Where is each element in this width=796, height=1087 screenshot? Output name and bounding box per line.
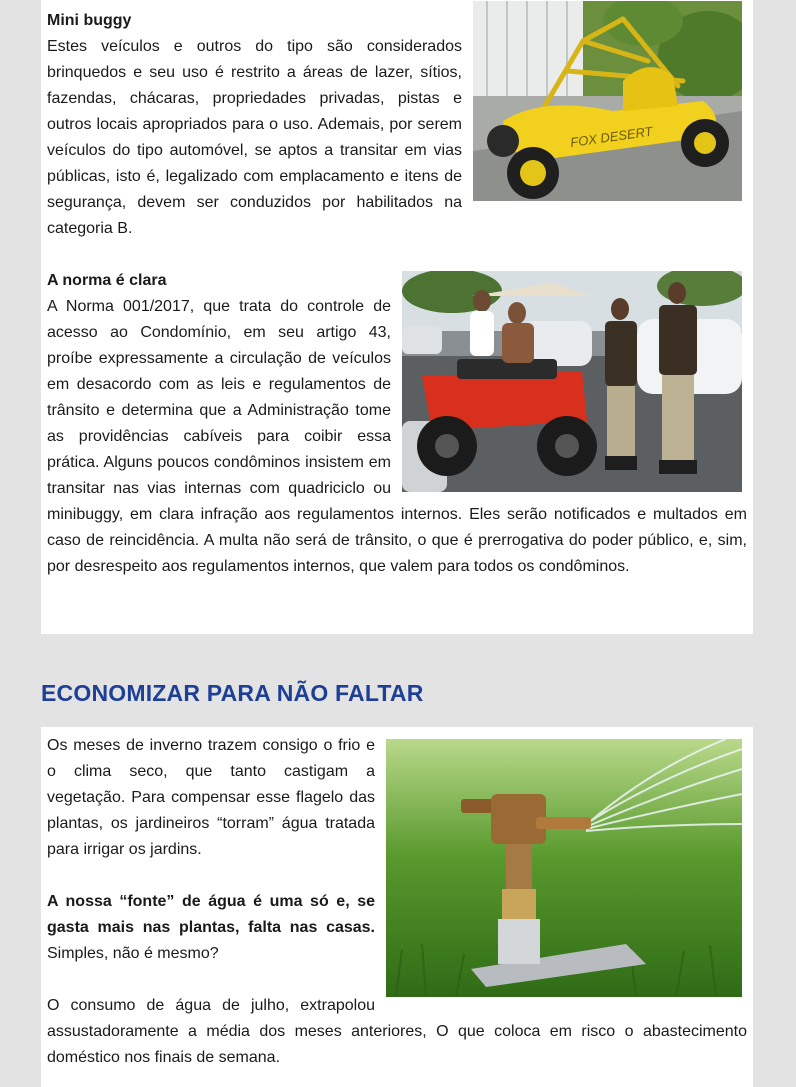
- article-card-vehicles: [41, 0, 753, 634]
- water-consumption: O consumo de água de julho, extrapolou assustadoramente a média dos meses anteriores, O que coloca em risco o abastecimento doméstico nos finais de semana.: [47, 997, 747, 1066]
- buggy-lettering: FOX DESERT: [569, 123, 654, 150]
- norma-text: A Norma 001/2017, que trata do controle de acesso ao Condomínio, em seu artigo 43, proíbe expressamente a circulação de veículos em desacordo com as leis e regulamentos de trânsito e determina que a Administração tome as providências cabíveis para coibir essa prática. Alguns poucos condôminos insistem em transitar nas vias internas com quadriciclo ou minibuggy, em clara infração aos regulamentos internos. Eles serão notificados e multados em caso de reincidência. A multa não será de trânsito, o que é prerrogativa do poder público, e, sim, por desrespeito aos regulamentos internos, que valem para todos os condôminos.: [47, 298, 747, 575]
- water-highlight-bold: A nossa “fonte” de água é uma só e, se gasta mais nas plantas, falta nas casas.: [47, 893, 375, 936]
- buggy-text: Estes veículos e outros do tipo são considerados brinquedos e seu uso é restrito a áreas de lazer, sítios, fazendas, chácaras, propriedades privadas, pistas e outros locais apropriados para o uso. Ademais, por serem veículos do tipo automóvel, se aptos a transitar em vias públicas, isto é, legalizado com emplacamento e itens de segurança, devem ser conduzidos por habilitados na categoria B.: [47, 38, 462, 237]
- sprinkler-photo: [386, 739, 742, 997]
- water-highlight-rest: Simples, não é mesmo?: [47, 945, 219, 962]
- norma-title: A norma é clara: [47, 272, 167, 289]
- water-intro: Os meses de inverno trazem consigo o frio e o clima seco, que tanto castigam a vegetação. Para compensar esse flagelo das plantas, os jardineiros “torram” água tratada para irrigar os jardins.: [47, 737, 375, 858]
- buggy-photo: [473, 1, 742, 201]
- article-card-water: [41, 727, 753, 1087]
- section-heading: ECONOMIZAR PARA NÃO FALTAR: [41, 680, 424, 706]
- buggy-title: Mini buggy: [47, 12, 132, 29]
- quad-police-photo: [402, 271, 742, 492]
